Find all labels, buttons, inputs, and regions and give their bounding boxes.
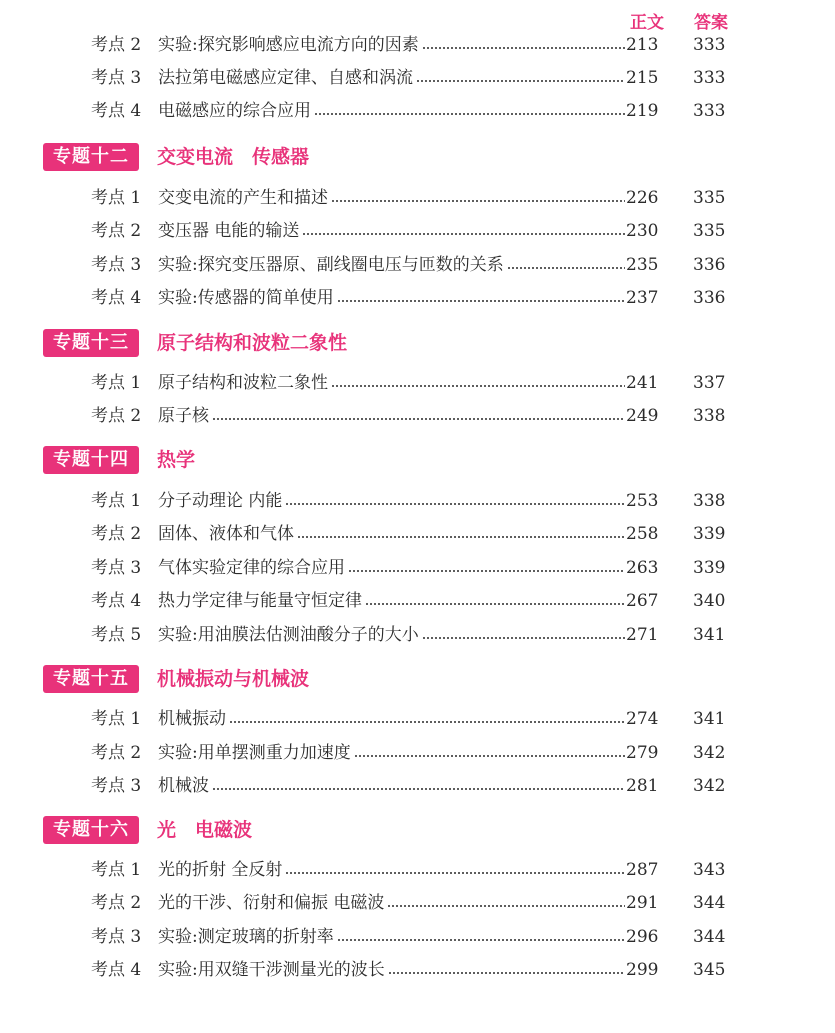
item-number: 考点 2 [91, 35, 142, 55]
item-answer-page: 333 [693, 35, 726, 55]
item-title: 分子动理论 内能 [158, 491, 283, 511]
item-title: 法拉第电磁感应定律、自感和涡流 [158, 68, 413, 88]
item-title: 实验:用油膜法估测油酸分子的大小 [158, 625, 419, 645]
item-answer-page: 342 [693, 743, 726, 763]
item-page: 296 [626, 927, 659, 947]
item-title: 实验:传感器的简单使用 [158, 288, 334, 308]
item-title: 机械振动 [158, 709, 226, 729]
toc-item[interactable] [0, 487, 835, 515]
item-title: 原子核 [158, 406, 209, 426]
item-number: 考点 4 [91, 288, 142, 308]
item-number: 考点 2 [91, 893, 142, 913]
item-page: 237 [626, 288, 659, 308]
item-number: 考点 5 [91, 625, 142, 645]
item-number: 考点 4 [91, 960, 142, 980]
item-number: 考点 4 [91, 101, 142, 121]
leader-dots [337, 284, 625, 312]
leader-dots [337, 923, 625, 951]
toc-item[interactable] [0, 739, 835, 767]
item-answer-page: 342 [693, 776, 726, 796]
item-page: 279 [626, 743, 659, 763]
leader-dots [212, 772, 625, 800]
item-title: 热力学定律与能量守恒定律 [158, 591, 362, 611]
leader-dots [297, 520, 625, 548]
item-number: 考点 2 [91, 406, 142, 426]
toc-item[interactable] [0, 64, 835, 92]
item-title: 电磁感应的综合应用 [158, 101, 311, 121]
leader-dots [331, 184, 625, 212]
item-number: 考点 2 [91, 743, 142, 763]
item-page: 267 [626, 591, 659, 611]
item-answer-page: 338 [693, 406, 726, 426]
leader-dots [285, 856, 625, 884]
toc-item[interactable] [0, 889, 835, 917]
toc-item[interactable] [0, 956, 835, 984]
section-header[interactable] [0, 327, 835, 359]
leader-dots [507, 251, 625, 279]
item-page: 281 [626, 776, 659, 796]
item-title: 交变电流的产生和描述 [158, 188, 328, 208]
item-page: 258 [626, 524, 659, 544]
section-header[interactable] [0, 141, 835, 173]
item-page: 291 [626, 893, 659, 913]
item-answer-page: 343 [693, 860, 726, 880]
item-answer-page: 339 [693, 524, 726, 544]
item-title: 实验:用单摆测重力加速度 [158, 743, 351, 763]
leader-dots [354, 739, 625, 767]
section-header[interactable] [0, 444, 835, 476]
toc-item[interactable] [0, 772, 835, 800]
item-title: 固体、液体和气体 [158, 524, 294, 544]
item-number: 考点 3 [91, 776, 142, 796]
toc-item[interactable] [0, 184, 835, 212]
item-page: 287 [626, 860, 659, 880]
item-page: 253 [626, 491, 659, 511]
item-number: 考点 1 [91, 373, 142, 393]
leader-dots [314, 97, 625, 125]
section-badge: 专题十二 [43, 143, 139, 171]
item-title: 实验:探究变压器原、副线圈电压与匝数的关系 [158, 255, 504, 275]
item-page: 235 [626, 255, 659, 275]
item-answer-page: 336 [693, 255, 726, 275]
leader-dots [331, 369, 625, 397]
item-number: 考点 1 [91, 709, 142, 729]
item-title: 气体实验定律的综合应用 [158, 558, 345, 578]
item-number: 考点 3 [91, 255, 142, 275]
section-header[interactable] [0, 814, 835, 846]
item-page: 299 [626, 960, 659, 980]
item-answer-page: 337 [693, 373, 726, 393]
section-badge: 专题十四 [43, 446, 139, 474]
toc-item[interactable] [0, 923, 835, 951]
item-answer-page: 336 [693, 288, 726, 308]
item-number: 考点 3 [91, 68, 142, 88]
item-answer-page: 335 [693, 221, 726, 241]
item-number: 考点 1 [91, 860, 142, 880]
toc-item[interactable] [0, 402, 835, 430]
item-page: 226 [626, 188, 659, 208]
leader-dots [388, 956, 625, 984]
leader-dots [416, 64, 625, 92]
leader-dots [422, 621, 625, 649]
item-number: 考点 2 [91, 524, 142, 544]
item-page: 230 [626, 221, 659, 241]
toc-item[interactable] [0, 369, 835, 397]
item-answer-page: 341 [693, 709, 726, 729]
item-number: 考点 3 [91, 558, 142, 578]
section-title: 热学 [157, 449, 196, 471]
item-title: 变压器 电能的输送 [158, 221, 300, 241]
toc-item[interactable] [0, 31, 835, 59]
item-page: 271 [626, 625, 659, 645]
item-answer-page: 344 [693, 893, 726, 913]
section-badge: 专题十三 [43, 329, 139, 357]
toc-item[interactable] [0, 284, 835, 312]
section-title: 原子结构和波粒二象性 [157, 332, 348, 354]
leader-dots [422, 31, 625, 59]
item-page: 263 [626, 558, 659, 578]
leader-dots [212, 402, 625, 430]
item-title: 实验:用双缝干涉测量光的波长 [158, 960, 385, 980]
item-page: 274 [626, 709, 659, 729]
item-answer-page: 341 [693, 625, 726, 645]
item-answer-page: 340 [693, 591, 726, 611]
item-answer-page: 344 [693, 927, 726, 947]
toc-item[interactable] [0, 856, 835, 884]
item-title: 原子结构和波粒二象性 [158, 373, 328, 393]
section-header[interactable] [0, 663, 835, 695]
item-page: 241 [626, 373, 659, 393]
item-number: 考点 1 [91, 188, 142, 208]
item-number: 考点 1 [91, 491, 142, 511]
item-answer-page: 333 [693, 68, 726, 88]
toc-item[interactable] [0, 217, 835, 245]
item-title: 实验:探究影响感应电流方向的因素 [158, 35, 419, 55]
item-page: 219 [626, 101, 659, 121]
item-answer-page: 339 [693, 558, 726, 578]
toc-item[interactable] [0, 621, 835, 649]
toc-item[interactable] [0, 97, 835, 125]
leader-dots [285, 487, 625, 515]
section-badge: 专题十五 [43, 665, 139, 693]
item-page: 215 [626, 68, 659, 88]
leader-dots [229, 705, 625, 733]
toc-item[interactable] [0, 520, 835, 548]
section-title: 机械振动与机械波 [157, 668, 310, 690]
toc-item[interactable] [0, 251, 835, 279]
section-badge: 专题十六 [43, 816, 139, 844]
toc-item[interactable] [0, 587, 835, 615]
item-number: 考点 4 [91, 591, 142, 611]
item-answer-page: 338 [693, 491, 726, 511]
leader-dots [348, 554, 625, 582]
column-header-answer: 答案 [694, 13, 728, 33]
item-title: 光的折射 全反射 [158, 860, 283, 880]
item-answer-page: 345 [693, 960, 726, 980]
leader-dots [365, 587, 625, 615]
section-title: 交变电流 传感器 [157, 146, 310, 168]
leader-dots [302, 217, 625, 245]
item-number: 考点 2 [91, 221, 142, 241]
item-title: 机械波 [158, 776, 209, 796]
toc-item[interactable] [0, 705, 835, 733]
item-title: 光的干涉、衍射和偏振 电磁波 [158, 893, 385, 913]
item-title: 实验:测定玻璃的折射率 [158, 927, 334, 947]
item-answer-page: 333 [693, 101, 726, 121]
item-number: 考点 3 [91, 927, 142, 947]
column-header-main-text: 正文 [630, 13, 664, 33]
leader-dots [387, 889, 625, 917]
toc-item[interactable] [0, 554, 835, 582]
item-page: 213 [626, 35, 659, 55]
section-title: 光 电磁波 [157, 819, 253, 841]
item-page: 249 [626, 406, 659, 426]
item-answer-page: 335 [693, 188, 726, 208]
